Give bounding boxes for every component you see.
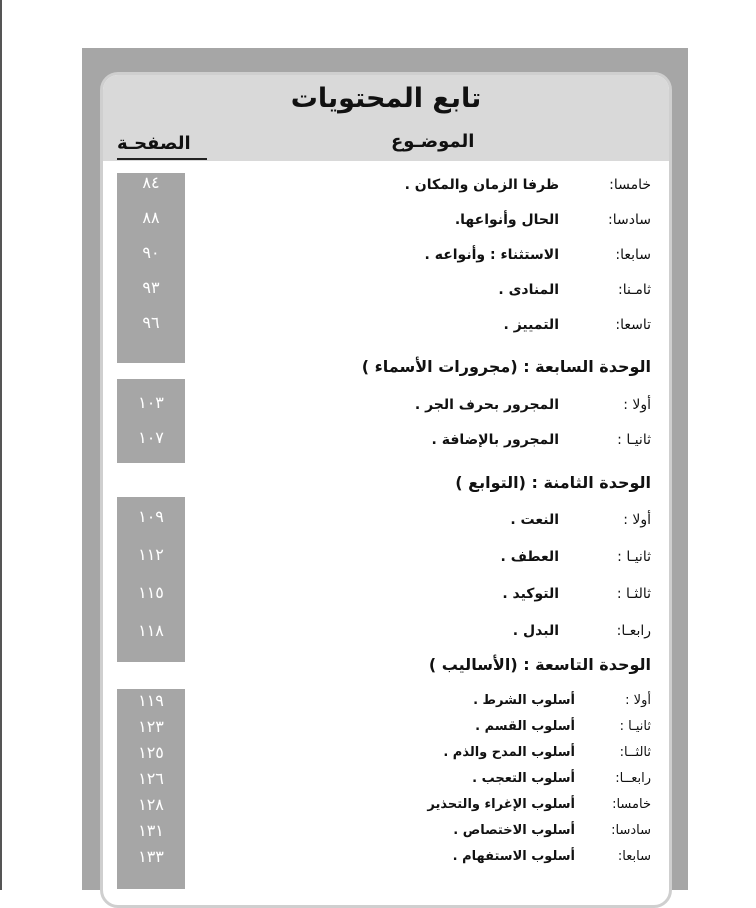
toc-entry	[475, 719, 651, 734]
toc-ordinal: ثالثــا:	[619, 745, 651, 760]
page-number: ١١٥	[138, 583, 164, 602]
page-number: ١٣٣	[138, 847, 164, 866]
page-number: ١٢٨	[138, 795, 164, 814]
toc-ordinal: أولا :	[625, 693, 651, 708]
subject-column-header: الموضـوع	[391, 131, 475, 152]
toc-topic: التمييز .	[503, 317, 559, 333]
toc-entry	[510, 512, 651, 528]
toc-ordinal: تاسعا:	[615, 317, 651, 333]
header-underline	[117, 158, 207, 160]
toc-ordinal: رابعــا:	[615, 771, 651, 786]
toc-topic: المجرور بحرف الجر .	[414, 397, 559, 413]
page-number: ٨٤	[142, 173, 160, 192]
toc-ordinal: سابعا:	[617, 849, 651, 864]
toc-ordinal: ثامـنا:	[618, 282, 651, 298]
toc-topic: المنادى .	[498, 282, 559, 298]
toc-entry	[405, 177, 651, 193]
toc-topic: النعت .	[510, 512, 559, 528]
toc-topic: أسلوب القسم .	[475, 719, 575, 734]
toc-entry	[443, 745, 651, 760]
page-number: ١١٩	[138, 691, 164, 710]
viewer-edge-line	[0, 0, 2, 890]
toc-ordinal: سادسا:	[608, 212, 651, 228]
page-number: ١٠٣	[138, 393, 164, 412]
page-number: ١٣١	[138, 821, 164, 840]
toc-ordinal: أولا :	[623, 512, 651, 528]
toc-topic: الاستثناء : وأنواعه .	[424, 247, 559, 263]
unit-heading: الوحدة الثامنة : (التوابع )	[455, 473, 651, 492]
page-number: ١٠٩	[138, 507, 164, 526]
toc-topic: أسلوب الإغراء والتحذير	[427, 797, 575, 812]
page-number: ١٢٦	[138, 769, 164, 788]
toc-topic: التوكيد .	[502, 586, 559, 602]
toc-topic: أسلوب الشرط .	[473, 693, 575, 708]
page-number: ٩٦	[142, 313, 160, 332]
toc-ordinal: ثانيـا :	[617, 432, 651, 448]
toc-entry	[502, 586, 651, 602]
toc-ordinal: أولا :	[623, 397, 651, 413]
toc-topic: أسلوب التعجب .	[472, 771, 575, 786]
toc-entry	[473, 693, 651, 708]
toc-ordinal: خامسا:	[612, 797, 651, 812]
page-number-block	[117, 379, 185, 463]
unit-heading: الوحدة التاسعة : (الأساليب )	[428, 655, 651, 674]
contents-panel	[100, 72, 672, 908]
toc-entry	[501, 549, 651, 565]
page-number-block	[117, 173, 185, 363]
toc-topic: العطف .	[500, 549, 559, 565]
toc-ordinal: رابعـا:	[616, 623, 651, 639]
toc-entry	[427, 797, 651, 812]
toc-entry	[498, 282, 651, 298]
toc-entry	[472, 771, 651, 786]
toc-topic: البدل .	[512, 623, 559, 639]
toc-ordinal: ثالثـا :	[616, 586, 651, 602]
toc-ordinal: خامسا:	[609, 177, 651, 193]
toc-entry	[504, 317, 652, 333]
page-title: تابع المحتويات	[290, 83, 482, 114]
toc-entry	[455, 212, 651, 228]
toc-entry	[453, 849, 651, 864]
toc-topic: الحال وأنواعها.	[454, 212, 559, 228]
toc-entry	[513, 623, 651, 639]
page-number: ١١٨	[138, 621, 164, 640]
page-number: ١١٢	[138, 545, 164, 564]
page-number: ١٠٧	[138, 428, 164, 447]
unit-heading: الوحدة السابعة : (مجرورات الأسماء )	[361, 357, 651, 376]
toc-ordinal: ثانيـا :	[617, 549, 651, 565]
page-number: ٩٣	[142, 278, 160, 297]
toc-topic: ظرفا الزمان والمكان .	[404, 177, 559, 193]
toc-topic: أسلوب الاستفهام .	[452, 849, 575, 864]
toc-ordinal: ثانيـا :	[619, 719, 651, 734]
toc-ordinal: سادسا:	[611, 823, 651, 838]
toc-ordinal: سابعا:	[615, 247, 651, 263]
toc-topic: أسلوب المدح والذم .	[443, 745, 575, 760]
toc-entry	[425, 247, 651, 263]
toc-entry	[432, 432, 651, 448]
toc-entry	[453, 823, 651, 838]
toc-entry	[415, 397, 651, 413]
page-number: ١٢٥	[138, 743, 164, 762]
toc-topic: المجرور بالإضافة .	[431, 432, 559, 448]
page-number: ٩٠	[142, 243, 160, 262]
toc-topic: أسلوب الاختصاص .	[453, 823, 575, 838]
page-number: ٨٨	[142, 208, 160, 227]
page-number: ١٢٣	[138, 717, 164, 736]
page-column-header: الصفحـة	[117, 133, 191, 154]
